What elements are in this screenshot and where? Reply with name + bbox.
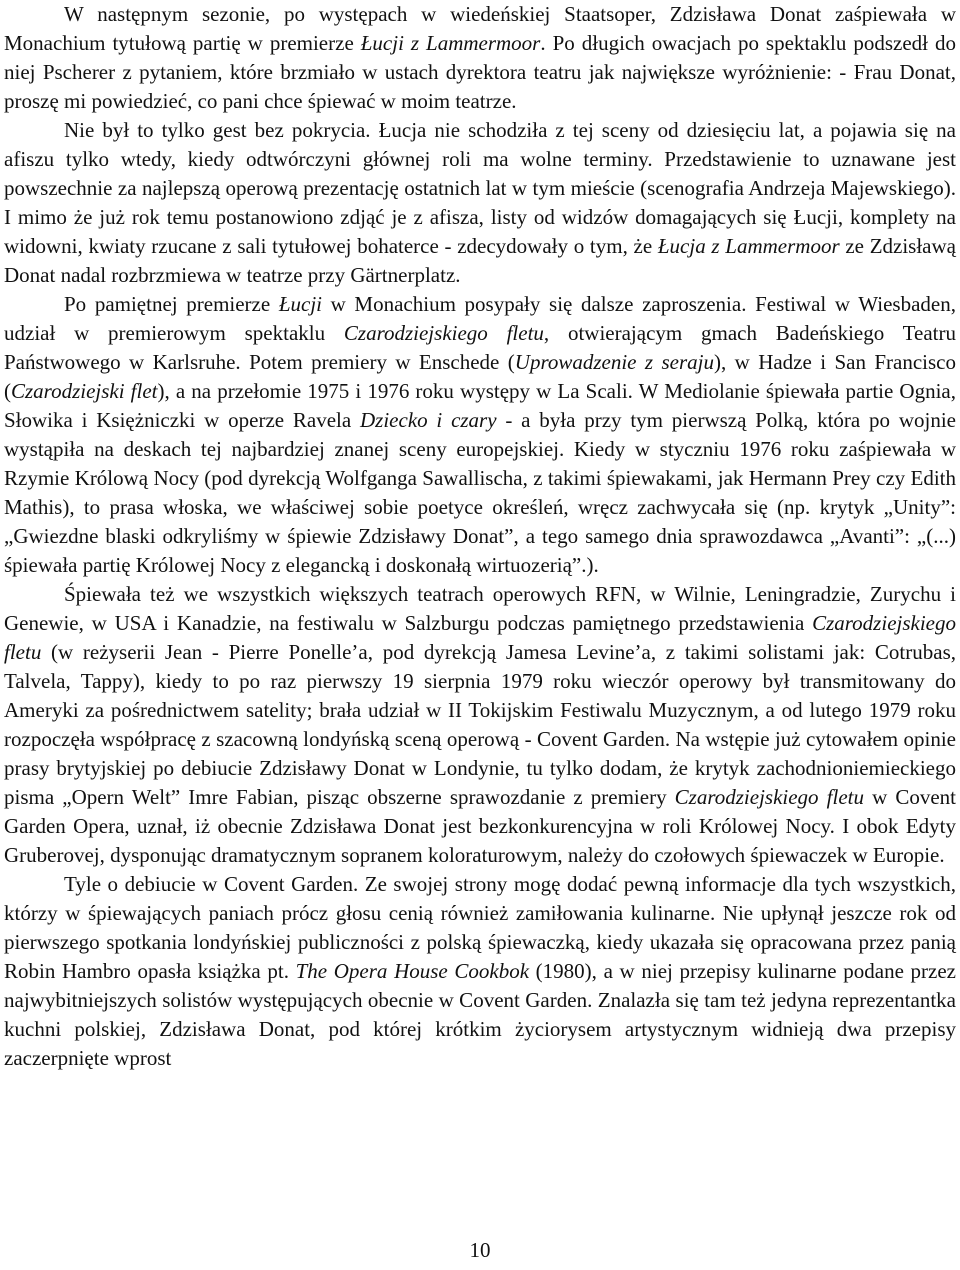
- text-run: ), w Hadze i San Francisco (: [4, 350, 957, 403]
- italic-title-run: Łucja z Lammermoor: [657, 234, 840, 258]
- paragraph: [4, 870, 956, 1073]
- text-run: , otwierającym gmach Badeńskiego Teatru Państwowego w Karlsruhe. Potem premiery w Enschede (: [4, 321, 956, 374]
- italic-title-run: Czarodziejski flet: [11, 379, 158, 403]
- paragraph: [4, 580, 956, 870]
- text-run: w Covent Garden Opera, uznał, iż obecnie Zdzisława Donat jest bezkonkurencyjna w roli Królowej Nocy. I obok Edyty Gruberovej, dysponując dramatycznym sopranem koloraturowym, należy do czołowych śpiewaczek w Europie.: [4, 785, 956, 867]
- text-run: (1980), a w niej przepisy kulinarne podane przez najwybitniejszych solistów występujących obecnie w Covent Garden. Znalazła się tam też jedyna reprezentantka kuchni polskiej, Zdzisława Donat, pod której krótkim życiorysem artystycznym widnieją dwa przepisy zaczerpnięte wprost: [4, 959, 956, 1070]
- paragraph: [4, 0, 956, 116]
- paragraph: [4, 116, 956, 290]
- body-text: [4, 0, 956, 1073]
- text-run: - a była przy tym pierwszą Polką, która po wojnie wystąpiła na deskach tej najbardziej znanej sceny europejskiej. Kiedy w styczniu 1976 roku zaśpiewała w Rzymie Królową Nocy (pod dyrekcją Wolfganga Sawallischa, z takimi śpiewakami, jak Hermann Prey czy Edith Mathis), to prasa włoska, we właściwej sobie poetyce określeń, wręcz zachwycała się (np. krytyk „Unity”: „Gwiezdne blaski odkryliśmy w śpiewie Zdzisławy Donat”, a tego samego dnia sprawozdawca „Avanti”: „(...) śpiewała partię Królowej Nocy z elegancką i doskonałą wirtuozerią”.).: [4, 408, 956, 577]
- text-run: Tyle o debiucie w Covent Garden. Ze swojej strony mogę dodać pewną informacje dla tych wszystkich, którzy w śpiewających paniach prócz głosu cenią również zamiłowania kulinarne. Nie upłynął jeszcze rok od pierwszego spotkania londyńskiej publiczności z polską śpiewaczką, kiedy ukazała się opracowana przez panią Robin Hambro opasła książka pt.: [4, 872, 956, 983]
- italic-title-run: Łucji z Lammermoor: [360, 31, 541, 55]
- text-run: . Po długich owacjach po spektaklu podszedł do niej Pscherer z pytaniem, które brzmiało w ustach dyrektora teatru jak największe wyróżnienie: - Frau Donat, proszę mi powiedzieć, co pani chce śpiewać w moim teatrze.: [4, 31, 956, 113]
- italic-title-run: Łucji: [278, 292, 322, 316]
- page-number: 10: [469, 1238, 491, 1262]
- text-run: ze Zdzisławą Donat nadal rozbrzmiewa w teatrze przy Gärtnerplatz.: [4, 234, 956, 287]
- text-run: Śpiewała też we wszystkich większych teatrach operowych RFN, w Wilnie, Leningradzie, Zurychu i Genewie, w USA i Kanadzie, na festiwalu w Salzburgu podczas pamiętnego przedstawienia: [4, 582, 956, 635]
- text-run: W następnym sezonie, po występach w wiedeńskiej Staatsoper, Zdzisława Donat zaśpiewała w Monachium tytułową partię w premierze: [4, 2, 956, 55]
- italic-title-run: Czarodziejskiego fletu: [674, 785, 864, 809]
- text-run: w Monachium posypały się dalsze zaproszenia. Festiwal w Wiesbaden, udział w premierowym spektaklu: [4, 292, 956, 345]
- text-run: (w reżyserii Jean - Pierre Ponelle’a, pod dyrekcją Jamesa Levine’a, z takimi solistami jak: Cotrubas, Talvela, Tappy), kiedy to po raz pierwszy 19 sierpnia 1979 roku wieczór operowy był transmitowany do Ameryki za pośrednictwem satelity; brała udział w II Tokijskim Festiwalu Muzycznym, a od lutego 1979 roku rozpoczęła współpracę z szacowną londyńską sceną operową - Covent Garden. Na wstępie już cytowałem opinie prasy brytyjskiej po debiucie Zdzisławy Donat w Londynie, tu tylko dodam, że krytyk zachodnioniemieckiego pisma „Opern Welt” Imre Fabian, pisząc obszerne sprawozdanie z premiery: [4, 640, 956, 809]
- italic-title-run: Czarodziejskiego fletu: [4, 611, 956, 664]
- paragraph: [4, 290, 956, 580]
- text-run: Po pamiętnej premierze: [64, 292, 279, 316]
- italic-title-run: Dziecko i czary: [360, 408, 497, 432]
- italic-title-run: The Opera House Cookbok: [295, 959, 530, 983]
- text-run: Nie był to tylko gest bez pokrycia. Łucja nie schodziła z tej sceny od dziesięciu lat, a pojawia się na afiszu tylko wtedy, kiedy odtwórczyni głównej roli ma wolne terminy. Przedstawienie to uznawane jest powszechnie za najlepszą operową prezentację ostatnich lat w tym mieście (scenografia Andrzeja Majewskiego). I mimo że już rok temu postanowiono zdjąć je z afisza, listy od widzów domagających się Łucji, komplety na widowni, kwiaty rzucane z sali tytułowej bohaterce - zdecydowały o tym, że: [4, 118, 956, 258]
- italic-title-run: Czarodziejskiego fletu: [343, 321, 544, 345]
- italic-title-run: Uprowadzenie z seraju: [514, 350, 714, 374]
- text-run: ), a na przełomie 1975 i 1976 roku występy w La Scali. W Mediolanie śpiewała partie Ognia, Słowika i Księżniczki w operze Ravela: [4, 379, 956, 432]
